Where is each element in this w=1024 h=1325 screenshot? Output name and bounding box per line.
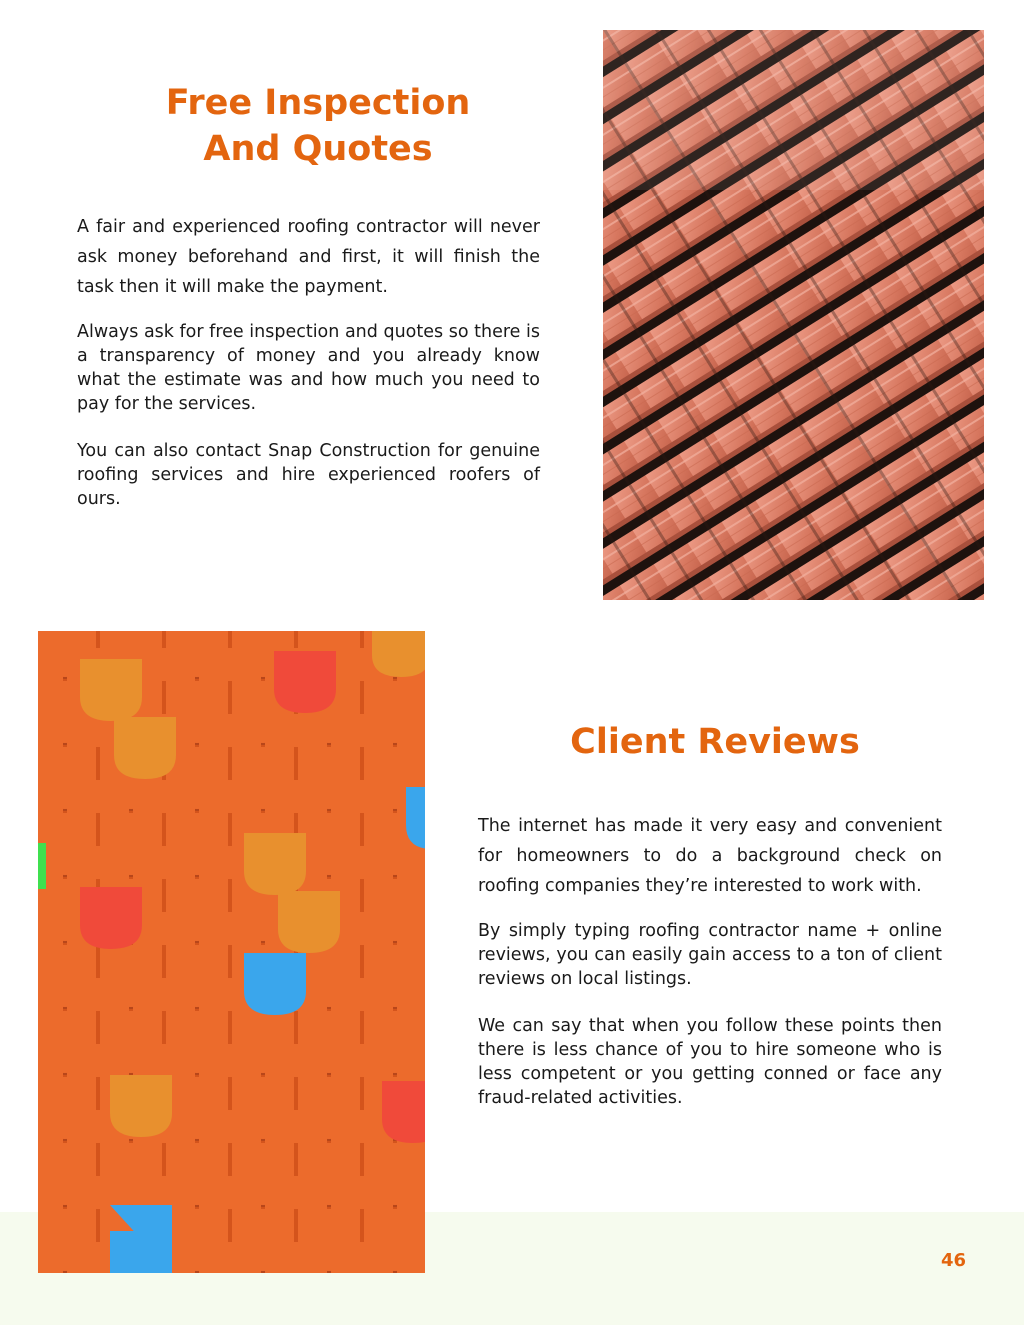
- paragraph: Always ask for free inspection and quotes so there is a transparency of money and you already know what the estimate was and how much you need to pay for the services.: [77, 322, 540, 414]
- client-reviews-body: [478, 811, 942, 1110]
- paragraph: We can say that when you follow these points then there is less chance of you to hire someone who is less competent or you getting conned or face any fraud-related activities.: [478, 1016, 942, 1108]
- heading-line-1: Free Inspection: [165, 83, 471, 123]
- paragraph: By simply typing roofing contractor name + online reviews, you can easily gain access to a ton of client reviews on local listings.: [478, 921, 942, 989]
- colorful-shingles-photo: [38, 631, 425, 1273]
- paragraph: The internet has made it very easy and convenient for homeowners to do a background check on roofing companies they’re interested to work with.: [478, 816, 942, 896]
- heading-client-reviews: Client Reviews: [570, 722, 860, 762]
- heading-free-inspection: [78, 80, 558, 172]
- page-number: 46: [940, 1250, 966, 1271]
- paragraph: A fair and experienced roofing contractor will never ask money beforehand and first, it will finish the task then it will make the payment.: [77, 217, 540, 297]
- free-inspection-body: [77, 212, 540, 511]
- roof-tiles-photo: [603, 30, 984, 600]
- paragraph: You can also contact Snap Construction for genuine roofing services and hire experienced roofers of ours.: [77, 441, 540, 509]
- heading-line-2: And Quotes: [203, 129, 433, 169]
